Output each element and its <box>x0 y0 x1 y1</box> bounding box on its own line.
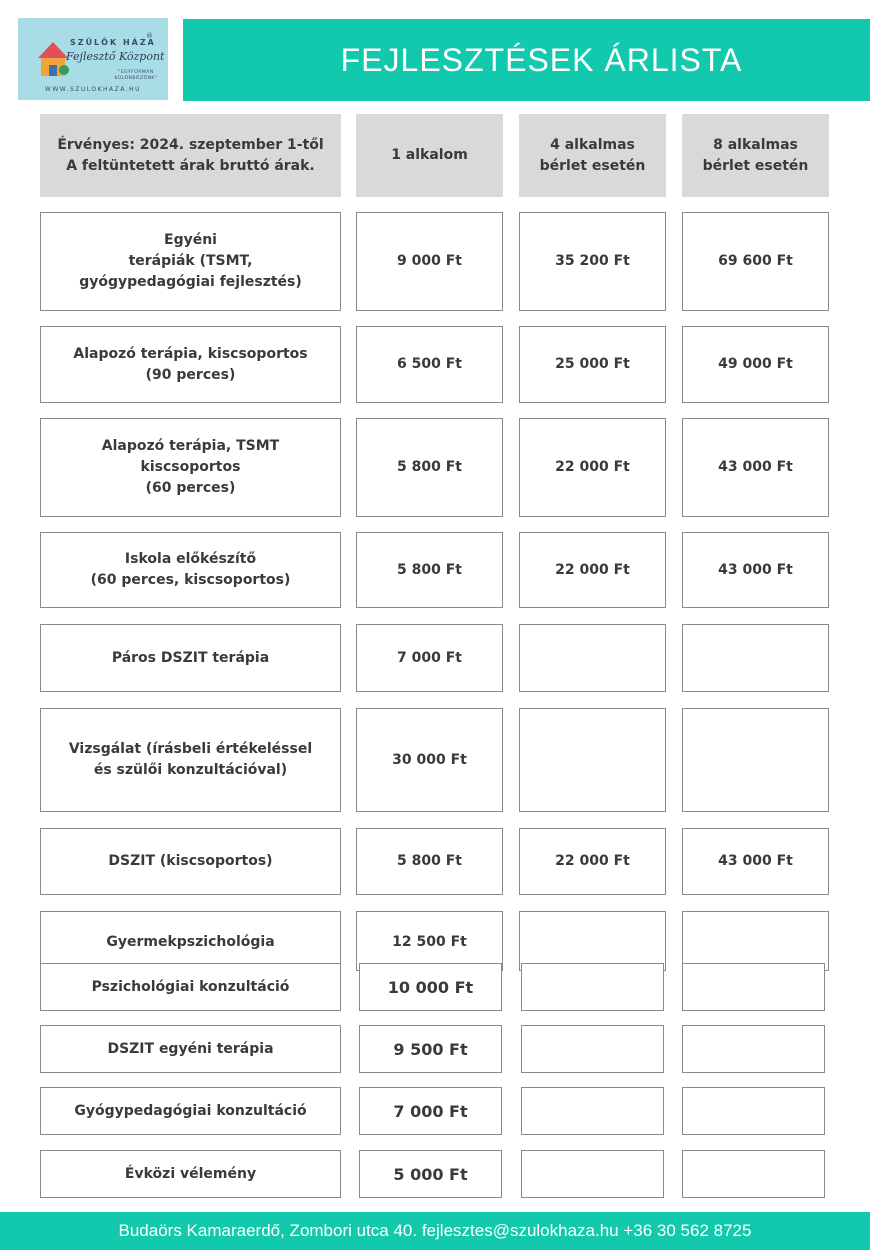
price-1-session: 7 000 Ft <box>359 1087 502 1135</box>
service-name: Egyéni terápiák (TSMT, gyógypedagógiai fejlesztés) <box>40 212 341 311</box>
service-name: Pszichológiai konzultáció <box>40 963 341 1011</box>
price-8-pass: 43 000 Ft <box>682 532 829 608</box>
column-header-4-pass: 4 alkalmas bérlet esetén <box>519 114 666 197</box>
price-8-pass <box>682 963 825 1011</box>
price-4-pass: 22 000 Ft <box>519 418 666 517</box>
price-8-pass <box>682 1087 825 1135</box>
service-name: Gyógypedagógiai konzultáció <box>40 1087 341 1135</box>
price-8-pass <box>682 624 829 692</box>
column-header-8-pass: 8 alkalmas bérlet esetén <box>682 114 829 197</box>
price-1-session: 9 500 Ft <box>359 1025 502 1073</box>
service-name: Alapozó terápia, kiscsoportos (90 perces) <box>40 326 341 403</box>
price-8-pass: 69 600 Ft <box>682 212 829 311</box>
logo <box>18 18 168 100</box>
logo-script: Fejlesztő Központ <box>66 50 165 63</box>
price-8-pass: 43 000 Ft <box>682 828 829 895</box>
contact-info: Budaörs Kamaraerdő, Zombori utca 40. fejlesztes@szulokhaza.hu +36 30 562 8725 <box>118 1221 752 1240</box>
price-8-pass <box>682 1025 825 1073</box>
house-icon <box>36 36 70 78</box>
price-4-pass: 25 000 Ft <box>519 326 666 403</box>
price-4-pass: 35 200 Ft <box>519 212 666 311</box>
header-band <box>183 19 870 101</box>
price-1-session: 6 500 Ft <box>356 326 503 403</box>
price-4-pass: 22 000 Ft <box>519 532 666 608</box>
price-1-session: 12 500 Ft <box>356 911 503 971</box>
price-1-session: 10 000 Ft <box>359 963 502 1011</box>
logo-brand: SZÜLŐK HÁZA <box>70 38 156 47</box>
price-1-session: 7 000 Ft <box>356 624 503 692</box>
price-4-pass: 22 000 Ft <box>519 828 666 895</box>
price-4-pass <box>521 963 664 1011</box>
service-name: Páros DSZIT terápia <box>40 624 341 692</box>
price-8-pass <box>682 708 829 812</box>
column-header-1-session: 1 alkalom <box>356 114 503 197</box>
price-1-session: 5 800 Ft <box>356 532 503 608</box>
price-8-pass: 49 000 Ft <box>682 326 829 403</box>
price-4-pass <box>521 1150 664 1198</box>
price-4-pass <box>521 1087 664 1135</box>
service-name: DSZIT egyéni terápia <box>40 1025 341 1073</box>
price-1-session: 5 800 Ft <box>356 828 503 895</box>
price-4-pass <box>519 911 666 971</box>
price-1-session: 30 000 Ft <box>356 708 503 812</box>
price-4-pass <box>521 1025 664 1073</box>
service-name: Gyermekpszichológia <box>40 911 341 971</box>
price-1-session: 5 800 Ft <box>356 418 503 517</box>
service-name: Iskola előkészítő (60 perces, kiscsoportos) <box>40 532 341 608</box>
price-8-pass <box>682 911 829 971</box>
service-name: Vizsgálat (írásbeli értékeléssel és szülői konzultációval) <box>40 708 341 812</box>
price-1-session: 5 000 Ft <box>359 1150 502 1198</box>
service-name: Évközi vélemény <box>40 1150 341 1198</box>
price-4-pass <box>519 708 666 812</box>
service-name: DSZIT (kiscsoportos) <box>40 828 341 895</box>
validity-note: Érvényes: 2024. szeptember 1-től A feltüntetett árak bruttó árak. <box>40 114 341 197</box>
price-8-pass <box>682 1150 825 1198</box>
price-4-pass <box>519 624 666 692</box>
price-1-session: 9 000 Ft <box>356 212 503 311</box>
service-name: Alapozó terápia, TSMT kiscsoportos (60 perces) <box>40 418 341 517</box>
logo-website: WWW.SZULOKHAZA.HU <box>44 86 142 93</box>
footer-band <box>0 1212 870 1250</box>
page-title: FEJLESZTÉSEK ÁRLISTA <box>340 41 743 78</box>
logo-registered-mark: ® <box>146 32 153 40</box>
price-8-pass: 43 000 Ft <box>682 418 829 517</box>
logo-motto: "EGYFORMÁN KÜLÖNBÖZŐNK" <box>114 70 158 81</box>
